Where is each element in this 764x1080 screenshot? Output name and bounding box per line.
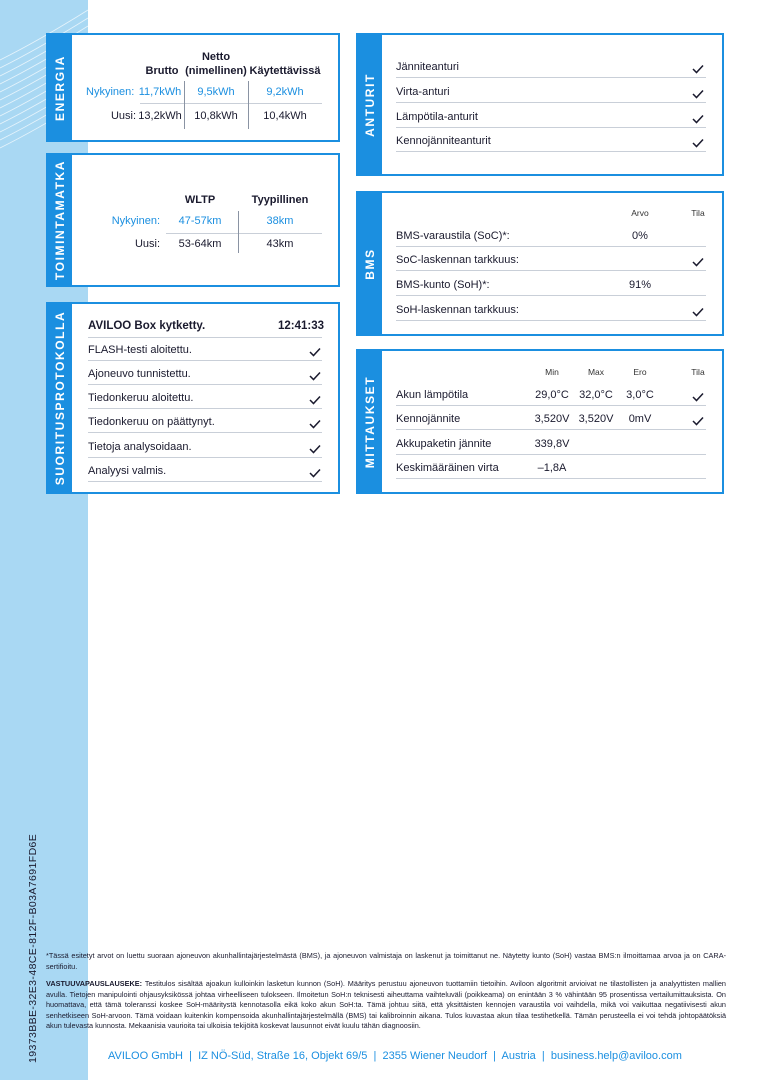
check-icon [692,64,704,74]
measurements-card [356,349,724,494]
protocol-item-label: Analyysi valmis. [88,465,167,477]
col-netto-sub: (nimellinen) [185,65,247,77]
measurements-title: MITTAUKSET [363,375,377,468]
measurement-label: Kennojännite [396,413,461,425]
energy-current-netto: 9,5kWh [197,86,235,98]
measurement-min: 29,0°C [535,389,569,401]
col-wltp: WLTP [184,194,216,206]
bms-row-value: 0% [632,230,648,242]
check-icon [309,371,321,381]
range-tab [48,155,72,285]
energy-new-brutto: 13,2kWh [138,110,182,122]
sensors-card [356,33,724,176]
measurement-min: 3,520V [534,413,570,425]
energy-title: ENERGIA [53,54,67,121]
check-icon [692,307,704,317]
col-tila: Tila [691,367,705,377]
document-id: 19373BBE-32E3-48CE-812F-B03A7691FD6E [27,833,39,1063]
protocol-item-label: FLASH-testi aloitettu. [88,344,192,356]
col-status: Tila [691,208,705,218]
check-icon [309,444,321,454]
bms-row-value: 91% [628,279,652,291]
col-value: Arvo [631,208,649,218]
disclaimer [46,979,726,1032]
measurement-label: Akun lämpötila [396,389,469,401]
sensor-item-label: Virta-anturi [396,86,450,98]
bms-row-label: SoH-laskennan tarkkuus: [396,304,519,316]
range-current-typical: 38km [266,215,294,227]
bms-tab [358,193,382,334]
energy-card [46,33,340,142]
protocol-item-label: Tiedonkeruu on päättynyt. [88,416,215,428]
measurement-min: –1,8A [537,462,567,474]
protocol-item-label: Tietoja analysoidaan. [88,441,192,453]
energy-new-label: Uusi: [110,110,136,122]
energy-new-netto: 10,8kWh [194,110,238,122]
sensor-item-label: Kennojänniteanturit [396,135,491,147]
col-min: Min [545,367,559,377]
range-new-wltp: 53-64km [178,238,222,250]
sensor-item-label: Jänniteanturi [396,61,459,73]
measurement-diff: 3,0°C [626,389,654,401]
protocol-item-label: Ajoneuvo tunnistettu. [88,368,191,380]
footer-contact: AVILOO GmbH | IZ NÖ-Süd, Straße 16, Objekt 69/5 | 2355 Wiener Neudorf | Austria | business.help@aviloo.com [108,1050,682,1062]
check-icon [692,138,704,148]
protocol-header: AVILOO Box kytketty. [88,320,206,332]
measurement-label: Keskimääräinen virta [396,462,499,474]
energy-current-brutto: 11,7kWh [138,86,182,98]
col-max: Max [587,367,605,377]
check-icon [309,347,321,357]
protocol-time: 12:41:33 [278,320,325,332]
protocol-item-label: Tiedonkeruu aloitettu. [88,392,194,404]
check-icon [692,257,704,267]
check-icon [692,416,704,426]
protocol-card [46,302,340,494]
check-icon [692,114,704,124]
check-icon [309,395,321,405]
range-current-wltp: 47-57km [178,215,222,227]
measurement-diff: 0mV [628,413,652,425]
protocol-tab [48,304,72,492]
sensor-item-label: Lämpötila-anturit [396,111,478,123]
measurements-tab [358,351,382,492]
col-typical: Tyypillinen [251,194,309,206]
check-icon [309,419,321,429]
sensors-tab [358,35,382,174]
protocol-title: SUORITUSPROTOKOLLA [53,310,67,486]
energy-new-available: 10,4kWh [263,110,307,122]
bms-title: BMS [363,247,377,280]
measurement-max: 3,520V [578,413,614,425]
disclaimer-text: Testitulos sisältää ajoakun kulloinkin lasketun kunnon (SoH). Määritys perustuu ajoneuvon tuottamiin tietoihin. Aviloon algoritmit arvioivat ne tilastollisten ja analyyttisten mallien avulla. Tietojen manipulointi ohjausyksikössä johtaa virheelliseen tulokseen. Ilmoitetun SoH:n teknisesti aiheuttama vaihteluväli (poikkeama) on enintään 3 % vähintään 95 prosentissa vertailumittauksista. On huomattava, että tämä toleranssi koskee SoH-määritystä kennotasolla eikä koko akun SoH:ta. Tämä johtuu siitä, että yksittäisten kennojen varaustila voi vaihdella, mikä voi vaikuttaa negatiivisesti akun senhetkiseen SoH-arvoon. Tämä voidaan kuitenkin kompensoida akunhallintajärjestelmällä (BMS) tai kalibroinnin aikana. Tulos kuvastaa akun tilaa testihetkellä. Tämän perusteella ei voi tehdä johtopäätöksiä akun tulevasta kunnosta. Mekaanisia vaurioita tai ulkoisia tekijöitä koskevat lausunnot eivät kuulu tähän diagnoosiin. [46,979,726,1030]
measurement-label: Akkupaketin jännite [396,438,492,450]
energy-tab [48,35,72,140]
range-title: TOIMINTAMATKA [53,159,67,281]
check-icon [692,392,704,402]
energy-current-available: 9,2kWh [266,86,304,98]
bms-row-label: SoC-laskennan tarkkuus: [396,254,519,266]
footnote: *Tässä esitetyt arvot on luettu suoraan ajoneuvon akunhallintajärjestelmästä (BMS), ja ajoneuvon valmistaja on laskenut ja toimittanut ne. Näytetty kunto (SoH) vastaa BMS:n ilmoittamaa arvoa ja on CARA-sertifioitu. [46,951,726,971]
bms-card [356,191,724,336]
disclaimer-label: VASTUUVAPAUSLAUSEKE: [46,979,143,988]
col-ero: Ero [633,367,647,377]
col-kaytettavissa: Käytettävissä [249,65,321,77]
range-new-label: Uusi: [134,238,160,250]
sensors-title: ANTURIT [363,72,377,137]
bms-row-label: BMS-kunto (SoH)*: [396,279,490,291]
energy-current-label: Nykyinen: [86,86,135,98]
col-netto: Netto [201,51,231,63]
bms-row-label: BMS-varaustila (SoC)*: [396,230,510,242]
range-card [46,153,340,287]
range-new-typical: 43km [266,238,294,250]
measurement-max: 32,0°C [579,389,613,401]
check-icon [692,89,704,99]
measurement-min: 339,8V [534,438,570,450]
col-brutto: Brutto [145,65,179,77]
range-current-label: Nykyinen: [111,215,160,227]
check-icon [309,468,321,478]
